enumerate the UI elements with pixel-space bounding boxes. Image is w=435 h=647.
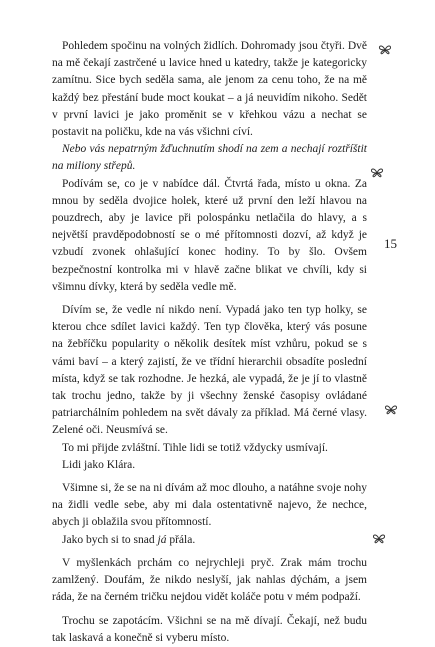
butterfly-icon [384, 404, 398, 416]
paragraph: To mi přijde zvláštní. Tihle lidi se totiž vždycky usmívají. [62, 441, 328, 454]
page-text-block [52, 38, 367, 647]
paragraph-text: Jako bych si to snad [62, 533, 155, 546]
paragraph: Dívím se, že vedle ní nikdo není. Vypadá jako ten typ holky, se kterou chce sdílet lavici každý. Ten typ člověka, který vás posune na žebříčku popularity o několik desítek míst vzhůru, pokud se s vámi baví – a který zajistí, že ve třídní hierarchii obsadíte poslední místa, když se tak rozhodne. Je hezká, ale vypadá, že je jí to vlastně tak trochu jedno, takže by ji všechny ženské časopisy ovládané patriarchálním pohledem na svět dávaly za příklad. Má černé vlasy. Zelené oči. Neusmívá se. [52, 304, 367, 437]
butterfly-icon [378, 44, 392, 56]
butterfly-icon [372, 533, 386, 545]
paragraph: Všimne si, že se na ni dívám až moc dlouho, a natáhne svoje nohy na židli vedle sebe, aby mi dala ostentativně najevo, že nechce, abych ji oblažila svou přítomností. [52, 482, 367, 529]
emphasis-word: já [157, 533, 167, 546]
paragraph: Podívám se, co je v nabídce dál. Čtvrtá řada, místo u okna. Za mnou by seděla dvojice holek, které už první den leží hlavou na pouzdrech, aby je lavice při polospánku netlačila do hlavy, a s největší pravděpodobností se o mé přítomnosti dozví, až když je vzbudí zvonek ohlašující konec hodiny. To by šlo. Ovšem bezpečnostní kontrolka mi v hlavě začne blikat ve chvíli, kdy si všimnu dívky, která by seděla vedle mě. [52, 177, 367, 293]
paragraph: Pohledem spočinu na volných židlích. Dohromady jsou čtyři. Dvě na mě čekají zastrčené u lavice hned u katedry, takže je kategoricky zamítnu. Sice bych seděla sama, ale jenom za cenu toho, že na mě každý bez přestání bude moct koukat – a já neuvidím nikoho. Sedět v první lavici je jako proměnit se v křehkou vázu a nechat se postavit na poličku, kde na vás všichni cíví. [52, 40, 367, 139]
paragraph-tail: přála. [169, 533, 196, 546]
paragraph-with-emphasis [52, 532, 367, 549]
page-number: 15 [384, 236, 397, 251]
paragraph: Trochu se zapotácím. Všichni se na mě dívají. Čekají, než budu tak laskavá a konečně si vyberu místo. [52, 614, 367, 644]
paragraph: V myšlenkách prchám co nejrychleji pryč. Zrak mám trochu zamlžený. Doufám, že nikdo neslyší, jak nahlas dýchám, a jsem ráda, že na černém tričku nejdou vidět koláče potu v mém podpaží. [52, 556, 367, 604]
paragraph: Lidi jako Klára. [62, 458, 136, 471]
italic-paragraph: Nebo vás nepatrným žďuchnutím shodí na zem a nechají roztříštit na miliony střepů. [52, 143, 367, 173]
butterfly-icon [370, 167, 384, 179]
